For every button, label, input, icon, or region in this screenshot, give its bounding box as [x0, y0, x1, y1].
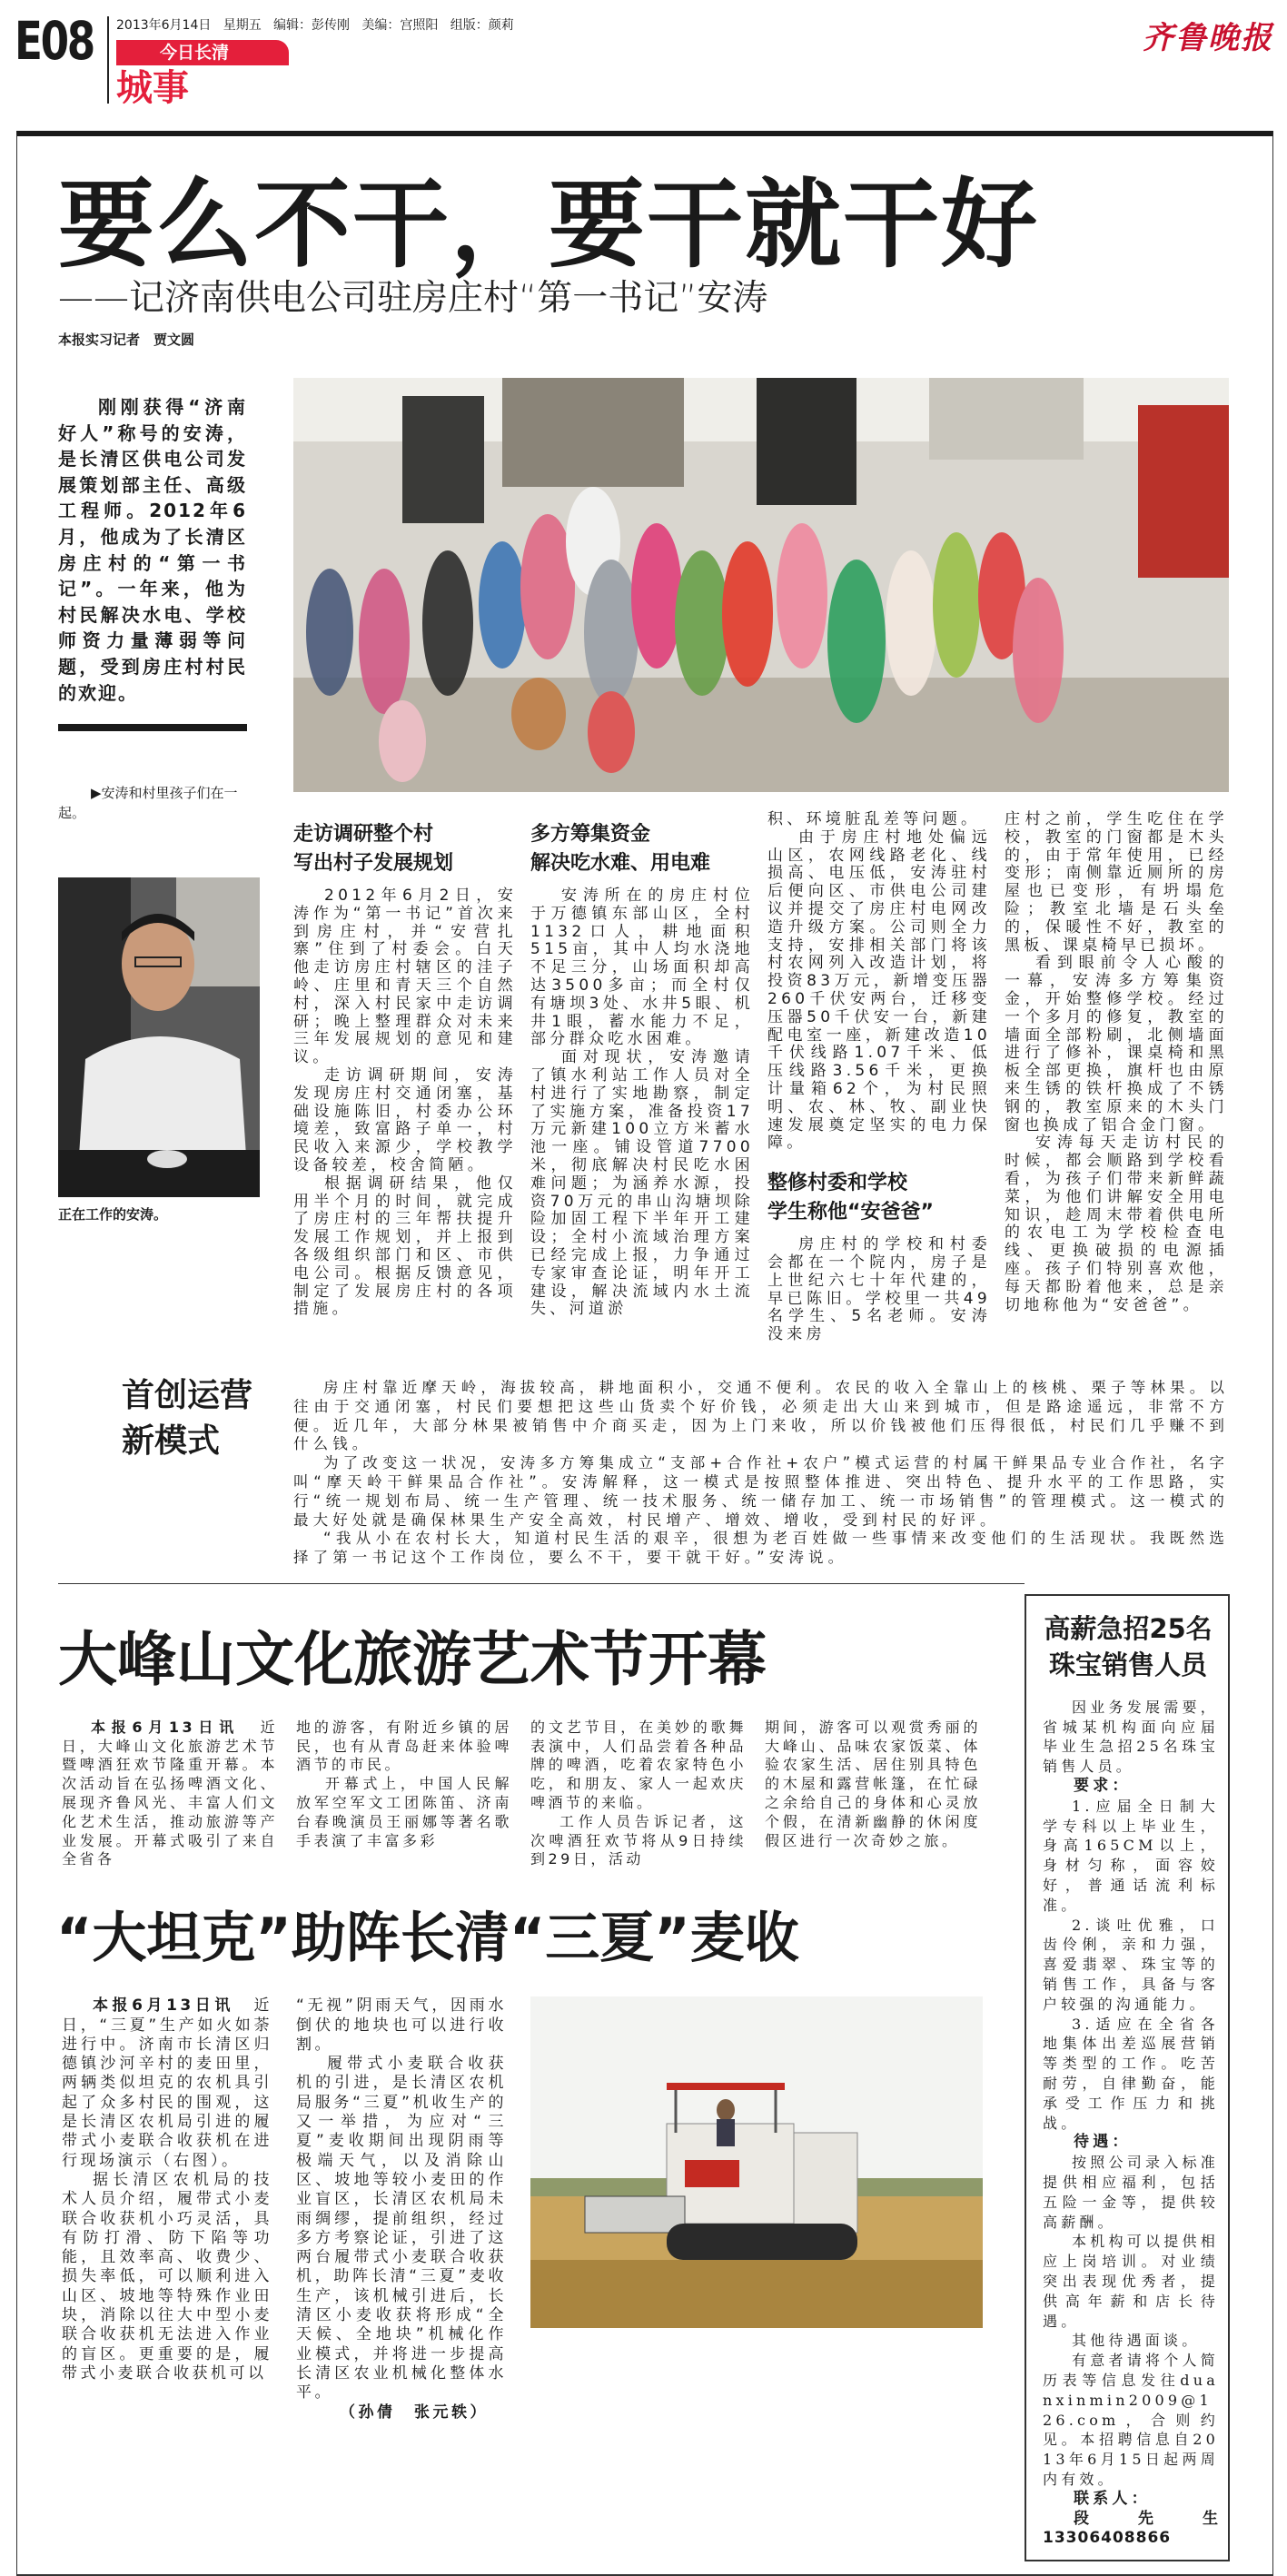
ad-label: 要求：: [1074, 1777, 1132, 1796]
paragraph: [62, 1996, 272, 2171]
paragraph: [62, 1719, 278, 1869]
ad-paragraph: 按照公司录入标准提供相应福利，包括五险一金等，提供较高薪酬。: [1043, 2154, 1219, 2231]
ad-paragraph: 1.应届全日制大学专科以上毕业生，身高165CM以上，身材匀称，面容姣好，普通话流利标准。: [1043, 1797, 1219, 1914]
paragraph: 积、环境脏乱差等问题。: [767, 810, 981, 828]
story1-body: [58, 378, 1230, 1344]
subheading-line: 学生称他“安爸爸”: [767, 1201, 934, 1224]
ad-contact: 段先生 13306408866: [1043, 2509, 1235, 2548]
section-title: 城事: [116, 67, 189, 109]
story2-column-2: [296, 1719, 512, 1851]
ad-label: 待遇：: [1074, 2133, 1132, 2152]
ad-title: [1037, 1610, 1219, 1683]
subheading: [293, 820, 517, 878]
subheadline: ——记济南供电公司驻房庄村“第一书记”安涛: [58, 278, 768, 319]
paragraph: 2012年6月2日，安涛作为“第一书记”首次来到房庄村，并“安营扎寨”住到了村委会。白天他走访房庄村辖区的洼子岭、庄里和青天三个自然村，深入村民家中走访调研；晚上整理群众对未来三年发展规划的意见和建议。: [293, 887, 517, 1067]
paragraph: 据长清区农机局的技术人员介绍，履带式小麦联合收获机小巧灵活，具有防打滑、防下陷等功能，且效率高、收费少、损失率低，可以顺利进入山区、坡地等特殊作业田块，消除以往大中型小麦联合收获机无法进入作业的盲区。更重要的是，履带式小麦联合收获机可以: [62, 2170, 272, 2383]
lower-stories: [56, 1594, 1235, 2561]
dateline-lead: 本报6月13日讯: [91, 1718, 240, 1736]
story2-column-4: [765, 1719, 981, 1851]
story1-sidebar: [58, 378, 247, 1224]
subheading-line: 走访调研整个村: [293, 823, 434, 846]
lower-stories-main: [58, 1594, 1025, 2422]
paragraph: 地的游客，有附近乡镇的居民，也有从青岛赶来体验啤酒节的市民。: [296, 1718, 512, 1774]
paragraph: 房庄村的学校和村委会都在一个院内，房子是上世纪六七十年代建的，早已陈旧。学校里一共49名学生、5名老师。安涛没来房: [767, 1235, 991, 1344]
paragraph: “无视”阴雨天气，因雨水倒伏的地块也可以进行收割。: [296, 1996, 507, 2054]
paragraph: 履带式小麦联合收获机的引进，是长清区农机局服务“三夏”机收生产的又一举措，为应对“三夏”麦收期间出现阴雨等极端天气，以及消除山区、坡地等较小麦田的作业盲区，长清区农机局未雨绸缪，提前组织，经过多方考察论证，引进了这两台履带式小麦联合收获机，助阵长清“三夏”麦收生产，该机械引进后，长清区小麦收获将形成“全天候、全地块”机械化作业模式，并将进一步提高长清区农业机械化整体水平。: [296, 2055, 507, 2403]
paragraph: 为了改变这一状况，安涛多方筹集成立“支部+合作社+农户”模式运营的村属干鲜果品专业合作社，名字叫“摩天岭干鲜果品合作社”。安涛解释，这一模式是按照整体推进、突出特色、提升水平的工作思路，实行“统一规划布局、统一生产管理、统一技术服务、统一储存加工、统一市场销售”的管理模式。这一模式的最大好处就是确保林果生产安全高效，村民增产、增效、增收，受到村民的好评。: [293, 1454, 1229, 1529]
photo-children-with-an-tao: [293, 378, 1229, 792]
story2-columns: [62, 1719, 1025, 1869]
story1-main: [293, 378, 1229, 1344]
paragraph: 根据调研结果，他仅用半个月的时间，就完成了房庄村的三年帮扶提升发展工作规划，并上报到各级组织部门和区、市供电公司。根据反馈意见，制定了发展房庄村的各项措施。: [293, 1174, 517, 1319]
paragraph: 庄村之前，学生吃住在学校，教室的门窗都是木头的，由于常年使用，已经变形；南侧靠近厕所的房屋也已变形，有坍塌危险；教室北墙是石头垒的，保暖性不好，教室的黑板、课桌椅早已损坏。: [1005, 810, 1228, 955]
story2-headline: 大峰山文化旅游艺术节开幕: [58, 1625, 767, 1694]
section-body: [293, 1373, 1229, 1568]
paragraph: 看到眼前令人心酸的一幕，安涛多方筹集资金，开始整修学校。经过一个多月的修复，教室的墙面全部粉刷，北侧墙面进行了修补，课桌椅和黑板全部更换，旗杆也由原来生锈的铁杆换成了不锈钢的，教室原来的木头门窗也换成了铝合金门窗。: [1005, 954, 1228, 1134]
paragraph: 开幕式上，中国人民解放军空军文工团陈笛、济南台春晚演员王丽娜等著名歌手表演了丰富多彩: [296, 1775, 512, 1849]
header-divider: [107, 16, 109, 104]
subheading-line: 多方筹集资金: [530, 823, 651, 846]
intro-paragraph: 刚刚获得“济南好人”称号的安涛，是长清区供电公司发展策划部主任、高级工程师。2012年6月，他成为了长清区房庄村的“第一书记”。一年来，他为村民解决水电、学校师资力量薄弱等问题，受到房庄村村民的欢迎。: [58, 396, 247, 704]
section-heading: [58, 1373, 293, 1464]
subheading-line: 写出村子发展规划: [293, 852, 454, 875]
paragraph-text: 近日，大峰山文化旅游艺术节暨啤酒狂欢节隆重开幕。本次活动旨在弘扬啤酒文化、展现齐鲁风光、丰富人们文化艺术生活，推动旅游等产业发展。开幕式吸引了来自全省各: [62, 1718, 278, 1868]
ad-paragraph: 因业务发展需要，省城某机构面向应届毕业生急招25名珠宝销售人员。: [1043, 1698, 1219, 1776]
subheading: [530, 820, 754, 878]
article-column-2: [530, 811, 754, 1319]
byline: 本报实习记者 贾文圆: [58, 332, 195, 348]
author-credit: （孙倩 张元轶）: [340, 2403, 489, 2422]
paragraph: 面对现状，安涛邀请了镇水利站工作人员对全村进行了实地勘察，制定了实施方案，准备投资17万元新建100立方米蓄水池一座。铺设管道7700米，彻底解决村民吃水困难问题；为涵养水源，投资70万元的串山沟塘坝除险加固工程下半年开工建设；全村小流域治理方案已经完成上报，力争通过专家审查论证，明年开工建设，解决流域内水土流失、河道淤: [530, 1048, 754, 1319]
subheading: [767, 1169, 991, 1227]
paragraph: 走访调研期间，安涛发现房庄村交通闭塞，基础设施陈旧，村委办公环境差，致富路子单一，村民收入来源少，学校教学设备较差，校舍简陋。: [293, 1065, 517, 1174]
ad-title-line: 高薪急招25名: [1044, 1612, 1213, 1644]
subheading-line: 整修村委和学校: [767, 1172, 908, 1195]
ad-paragraph: 有意者请将个人简历表等信息发往duanxinmin2009@126.com，合则约见。本招聘信息自2013年6月15日起两周内有效。: [1043, 2352, 1219, 2488]
paragraph: 安涛所在的房庄村位于万德镇东部山区，全村1132口人，耕地面积515亩，其中人均水浇地不足三分，山场面积却高达3500多亩；而全村仅有塘坝3处、水井5眼、机井1眼，蓄水能力不足，部分群众吃水困难。: [530, 887, 754, 1049]
dateline: 2013年6月14日 星期五 编辑：彭传刚 美编：宫照阳 组版：颜莉: [116, 18, 514, 33]
photo-caption: 正在工作的安涛。: [58, 1206, 168, 1224]
article-column-1: [293, 811, 517, 1319]
ad-paragraph: 本机构可以提供相应上岗培训。对业绩突出表现优秀者，提供高年薪和店长待遇。: [1043, 2233, 1219, 2330]
photo-caption: ▶安涛和村里孩子们在一起。: [58, 785, 238, 822]
section2: [58, 1373, 1230, 1568]
photo-combine-harvester: [530, 1996, 983, 2328]
ad-paragraph: 其他待遇面谈。: [1072, 2332, 1201, 2350]
paragraph: 房庄村靠近摩天岭，海拔较高，耕地面积小，交通不便利。农民的收入全靠山上的核桃、栗子等林果。以往由于交通闭塞，村民们要想把这些山货卖个好价钱，必须走出大山来到城市，但是路途遥远，非常不方便。近几年，大部分林果被销售中介商买走，因为上门来收，所以价钱被他们压得很低，村民们几乎赚不到什么钱。: [293, 1378, 1229, 1453]
story2-column-3: [530, 1719, 747, 1869]
article-column-4: [1005, 811, 1228, 1314]
story2-column-1: [62, 1719, 278, 1869]
story3-column-1: [62, 1996, 272, 2383]
newspaper-logo: 齐鲁晚报: [1143, 20, 1273, 56]
paragraph-text: 近日，“三夏”生产如火如荼进行中。济南市长清区归德镇沙河辛村的麦田里，两辆类似坦克的农机具引起了众多村民的围观，这是长清区农机局引进的履带式小麦联合收获机在进行现场演示（右图）。: [62, 1996, 272, 2170]
photo-an-tao-working: [58, 877, 260, 1197]
paragraph: 工作人员告诉记者，这次啤酒狂欢节将从9日持续到29日，活动: [530, 1812, 747, 1868]
paragraph: 由于房庄村地处偏远山区，农网线路老化、线损高、电压低，安涛驻村后便向区、市供电公司建议并提交了房庄村电网改造升级方案。公司则全力支持，安排相关部门将该村农网列入改造计划，将投资83万元，新增变压器260千伏安两台，迁移变压器50千伏安一台，新建配电室一座，新建改造10千伏线路1.07千米、低压线路3.56千米，更换计量箱62个，为村民照明、农、林、牧、副业快速发展奠定坚实的电力保障。: [767, 827, 991, 1153]
story3-columns: [62, 1996, 1025, 2422]
ad-label: 联系人：: [1074, 2489, 1151, 2508]
paragraph: 期间，游客可以观赏秀丽的大峰山、品味农家饭菜、体验农家生活、居住别具特色的木屋和露营帐篷，在忙碌之余给自己的身体和心灵放个假，在清新幽静的休闲度假区进行一次奇妙之旅。: [765, 1718, 981, 1849]
ad-paragraph: 2.谈吐优雅，口齿伶俐，亲和力强，喜爱翡翠、珠宝等的销售工作，具备与客户较强的沟通能力。: [1043, 1916, 1219, 2013]
story3-column-2: [296, 1996, 507, 2422]
page-frame: [16, 131, 1273, 2576]
paragraph: 的文艺节目，在美妙的歌舞表演中，人们品尝着各种品牌的啤酒，吃着农家特色小吃，和朋友、家人一起欢庆啤酒节的来临。: [530, 1718, 747, 1812]
section-heading-line: 新模式: [122, 1422, 221, 1460]
ad-title-line: 珠宝销售人员: [1048, 1649, 1207, 1680]
paragraph: “我从小在农村长大，知道村民生活的艰辛，很想为老百姓做一些事情来改变他们的生活现状。我既然选择了第一书记这个工作岗位，要么不干，要干就干好。”安涛说。: [293, 1530, 1229, 1567]
dateline-lead: 本报6月13日讯: [93, 1996, 234, 2016]
paragraph: 安涛每天走访村民的时候，都会顺路到学校看看，为孩子们带来新鲜蔬菜，为他们讲解安全用电知识，趁周末带着供电所的农电工为学校检查电线、更换破损的电源插座。孩子们特别喜欢他，每天都盼着他来，总是亲切地称他为“安爸爸”。: [1005, 1134, 1228, 1314]
intro-bar: [58, 724, 247, 731]
main-headline: 要么不干，要干就干好: [58, 169, 1039, 281]
job-ad-box: [1025, 1594, 1235, 2561]
section-tab: 今日长清: [116, 40, 289, 65]
subheading-line: 解决吃水难、用电难: [530, 852, 711, 875]
story3-headline: “大坦克”助阵长清“三夏”麦收: [56, 1907, 799, 1971]
section-heading-line: 首创运营: [122, 1376, 253, 1414]
story1-columns: [293, 811, 1229, 1344]
article-column-3: [767, 811, 991, 1344]
ad-paragraph: 3.适应在全省各地集体出差巡展营销等类型的工作。吃苦耐劳，自律勤奋，能承受工作压力和挑战。: [1043, 2015, 1219, 2132]
page-number: E08: [15, 10, 94, 72]
divider: [58, 1583, 1025, 1584]
